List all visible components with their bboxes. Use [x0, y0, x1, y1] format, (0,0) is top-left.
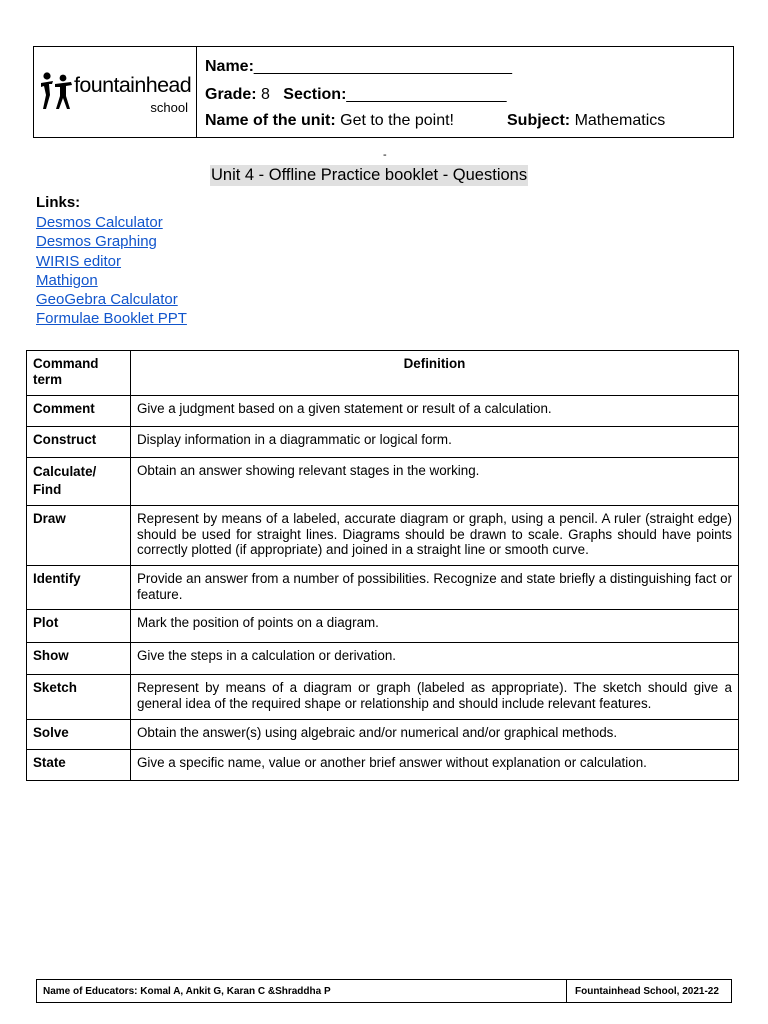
- footer-school-year: Fountainhead School, 2021-22: [575, 986, 719, 997]
- list-item: [36, 252, 187, 271]
- term-cell: Calculate/ Find: [27, 458, 131, 506]
- unit-line: [205, 112, 454, 130]
- term-cell: Solve: [27, 720, 131, 750]
- list-item: [36, 271, 187, 290]
- table-row: [27, 506, 739, 566]
- grade-line: [205, 86, 507, 104]
- subject-label: Subject:: [507, 112, 571, 129]
- subject-line: [507, 112, 665, 130]
- definition-cell: Provide an answer from a number of possibilities. Recognize and state briefly a distinguishing fact or feature.: [131, 566, 739, 610]
- link-formulae-booklet[interactable]: Formulae Booklet PPT: [36, 310, 187, 328]
- term-cell: Draw: [27, 506, 131, 566]
- footer-educators: Name of Educators: Komal A, Ankit G, Karan C &Shraddha P: [37, 980, 567, 1002]
- table-row: [27, 427, 739, 458]
- table-row: [27, 643, 739, 675]
- list-item: [36, 232, 187, 251]
- page-footer: [36, 979, 732, 1003]
- definition-cell: Obtain an answer showing relevant stages in the working.: [131, 458, 739, 506]
- link-desmos-graphing[interactable]: Desmos Graphing: [36, 233, 157, 251]
- list-item: [36, 309, 187, 328]
- links-heading: Links:: [36, 194, 81, 211]
- link-wiris-editor[interactable]: WIRIS editor: [36, 252, 122, 270]
- definition-cell: Give the steps in a calculation or derivation.: [131, 643, 739, 675]
- dash-mark: -: [383, 149, 387, 161]
- table-row: [27, 566, 739, 610]
- table-row: [27, 720, 739, 750]
- definition-cell: Mark the position of points on a diagram.: [131, 610, 739, 643]
- definition-cell: Represent by means of a labeled, accurate diagram or graph, using a pencil. A ruler (straight edge) should be used for straight lines. Diagrams should be drawn to scale. Graphs should have points correctly plotted (if appropriate) and joined in a straight line or smooth curve.: [131, 506, 739, 566]
- term-cell: Show: [27, 643, 131, 675]
- unit-label: Name of the unit:: [205, 112, 336, 129]
- term-cell: Comment: [27, 396, 131, 427]
- term-cell: State: [27, 750, 131, 781]
- school-logo: [34, 47, 197, 137]
- definition-cell: Display information in a diagrammatic or logical form.: [131, 427, 739, 458]
- logo-subtitle: school: [150, 100, 188, 115]
- command-terms-table: [26, 350, 739, 781]
- page-title: Unit 4 - Offline Practice booklet - Questions: [211, 166, 528, 184]
- list-item: [36, 290, 187, 309]
- column-header-term: Command term: [27, 351, 131, 396]
- links-list: [36, 213, 187, 329]
- grade-value: 8: [261, 86, 270, 103]
- term-cell: Plot: [27, 610, 131, 643]
- unit-value: Get to the point!: [340, 112, 454, 129]
- definition-cell: Give a specific name, value or another brief answer without explanation or calculation.: [131, 750, 739, 781]
- list-item: [36, 213, 187, 232]
- header-box: [33, 46, 734, 138]
- name-blank[interactable]: _____________________________: [253, 58, 512, 75]
- table-row: [27, 458, 739, 506]
- term-cell: Sketch: [27, 675, 131, 720]
- table-row: [27, 750, 739, 781]
- logo-wordmark: fountainhead: [74, 73, 192, 97]
- grade-label: Grade:: [205, 86, 257, 103]
- definition-cell: Represent by means of a diagram or graph (labeled as appropriate). The sketch should give a general idea of the required shape or relationship and should include relevant features.: [131, 675, 739, 720]
- people-figure-icon: [39, 69, 75, 111]
- link-geogebra-calculator[interactable]: GeoGebra Calculator: [36, 291, 178, 309]
- term-cell: Construct: [27, 427, 131, 458]
- link-desmos-calculator[interactable]: Desmos Calculator: [36, 214, 163, 231]
- section-blank[interactable]: __________________: [346, 86, 507, 103]
- student-info: [197, 47, 733, 137]
- section-label: Section:: [283, 86, 347, 103]
- table-header-row: [27, 351, 739, 396]
- term-cell: Identify: [27, 566, 131, 610]
- table-row: [27, 396, 739, 427]
- link-mathigon[interactable]: Mathigon: [36, 271, 98, 289]
- name-label: Name:: [205, 58, 254, 75]
- table-row: [27, 610, 739, 643]
- definition-cell: Obtain the answer(s) using algebraic and/or numerical and/or graphical methods.: [131, 720, 739, 750]
- definition-cell: Give a judgment based on a given statement or result of a calculation.: [131, 396, 739, 427]
- column-header-definition: Definition: [131, 351, 739, 396]
- table-row: [27, 675, 739, 720]
- name-line[interactable]: [205, 58, 512, 76]
- subject-value: Mathematics: [574, 112, 666, 129]
